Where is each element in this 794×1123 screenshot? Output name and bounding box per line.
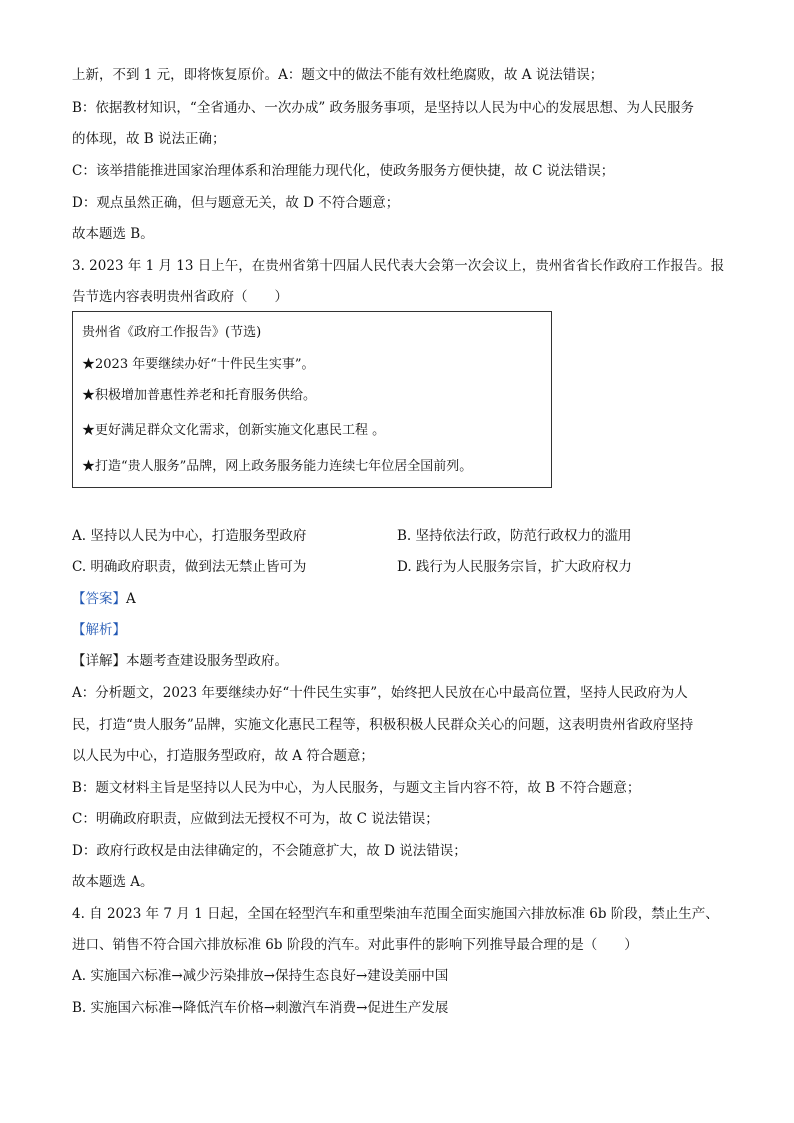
answer-label: 【答案】 bbox=[72, 591, 126, 607]
q3-detail: 【详解】本题考查建设服务型政府。 bbox=[72, 653, 288, 669]
report-item: ★更好满足群众文化需求，创新实施文化惠民工程 。 bbox=[82, 423, 386, 438]
q3-option-b: B. 坚持依法行政，防范行政权力的滥用 bbox=[397, 528, 632, 544]
prev-option-b-analysis-cont: 的体现，故 B 说法正确； bbox=[72, 131, 226, 147]
q3-option-d-analysis: D：政府行政权是由法律确定的，不会随意扩大，故 D 说法错误； bbox=[72, 843, 467, 859]
q3-option-a: A. 坚持以人民为中心，打造服务型政府 bbox=[72, 528, 307, 544]
prev-conclusion: 故本题选 B。 bbox=[72, 226, 154, 242]
prev-option-d-analysis: D：观点虽然正确，但与题意无关，故 D 不符合题意； bbox=[72, 195, 400, 211]
answer-value: A bbox=[126, 591, 136, 607]
q4-stem: 4. 自 2023 年 7 月 1 日起，全国在轻型汽车和重型柴油车范围全面实施国六排放标准 6b 阶段，禁止生产、 bbox=[72, 906, 719, 922]
prev-option-c-analysis: C：该举措能推进国家治理体系和治理能力现代化，使政务服务方便快捷，故 C 说法错误； bbox=[72, 163, 615, 179]
q3-option-a-analysis: A：分析题文，2023 年要继续办好“十件民生实事”，始终把人民放在心中最高位置，坚持人民政府为人 bbox=[72, 685, 688, 701]
report-excerpt-box bbox=[72, 311, 552, 488]
q4-option-b: B. 实施国六标准→降低汽车价格→刺激汽车消费→促进生产发展 bbox=[72, 1000, 449, 1016]
q3-option-b-analysis: B：题文材料主旨是坚持以人民为中心，为人民服务，与题文主旨内容不符，故 B 不符合题意； bbox=[72, 780, 641, 796]
q3-option-c-analysis: C：明确政府职责，应做到法无授权不可为，故 C 说法错误； bbox=[72, 811, 439, 827]
analysis-label: 【解析】 bbox=[72, 622, 126, 638]
q3-conclusion: 故本题选 A。 bbox=[72, 874, 154, 890]
q4-option-a: A. 实施国六标准→减少污染排放→保持生态良好→建设美丽中国 bbox=[72, 968, 449, 984]
report-item: ★积极增加普惠性养老和托育服务供给。 bbox=[82, 388, 317, 403]
q3-option-a-analysis-cont: 以人民为中心，打造服务型政府，故 A 符合题意； bbox=[72, 748, 374, 764]
report-item: ★打造“贵人服务”品牌，网上政务服务能力连续七年位居全国前列。 bbox=[82, 459, 473, 474]
report-excerpt-title: 贵州省《政府工作报告》(节选) bbox=[82, 325, 262, 340]
q3-option-a-analysis-cont: 民，打造“贵人服务”品牌，实施文化惠民工程等，积极积极人民群众关心的问题，这表明贵州省政府坚持 bbox=[72, 717, 694, 733]
q3-option-d: D. 践行为人民服务宗旨，扩大政府权力 bbox=[397, 559, 632, 575]
prev-option-b-analysis: B：依据教材知识，“全省通办、一次办成” 政务服务事项，是坚持以人民为中心的发展思想、为人民服务 bbox=[72, 100, 695, 116]
prev-answer-line: 上新，不到 1 元，即将恢复原价。A：题文中的做法不能有效杜绝腐败，故 A 说法错误； bbox=[72, 67, 604, 83]
q4-stem-cont: 进口、销售不符合国六排放标准 6b 阶段的汽车。对此事件的影响下列推导最合理的是（ ） bbox=[72, 937, 638, 953]
q3-stem: 3. 2023 年 1 月 13 日上午，在贵州省第十四届人民代表大会第一次会议上，贵州省省长作政府工作报告。报 bbox=[72, 258, 725, 274]
q3-answer bbox=[72, 589, 136, 609]
report-item: ★2023 年要继续办好“十件民生实事”。 bbox=[82, 357, 315, 372]
q3-stem-cont: 告节选内容表明贵州省政府（ ） bbox=[72, 289, 288, 305]
q3-option-c: C. 明确政府职责，做到法无禁止皆可为 bbox=[72, 559, 307, 575]
